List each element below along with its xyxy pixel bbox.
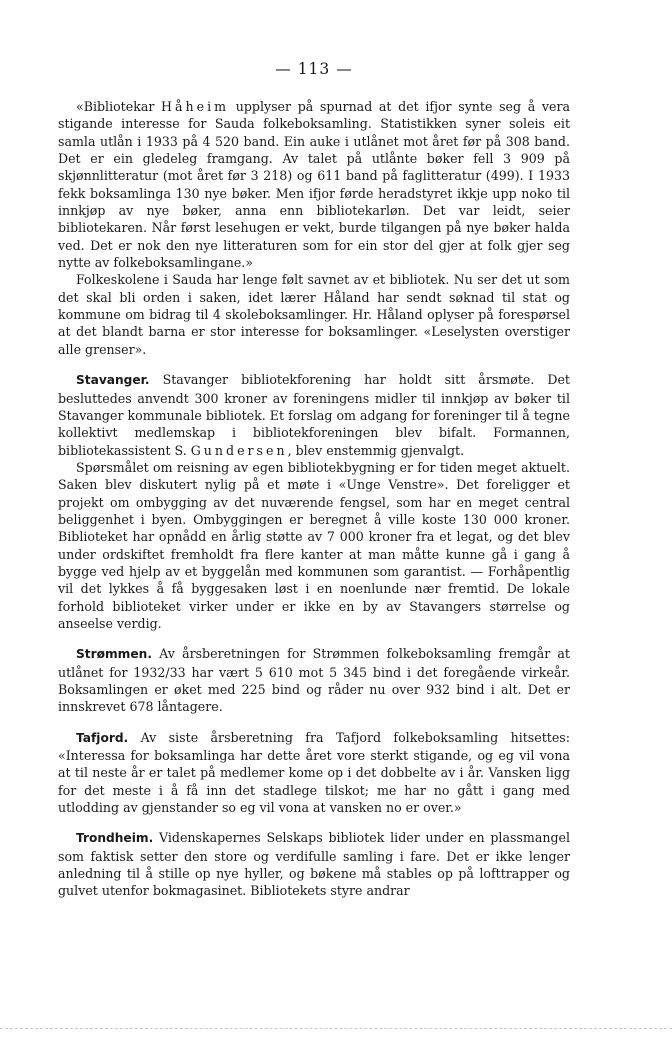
tafjord-heading: Tafjord. [76,730,129,745]
tafjord-text: Av siste årsberetning fra Tafjord folkeboksamling hitsettes: «Interessa for boksamlinga har dette året vore sterkt stigande, og eg vil vona at til neste år er talet på medlemer kome op i det dobbelte av i år. Vansken ligg for det meste i å få inn det stadlege tilskot; me har no gått i gang med utlodding av gjenstander so eg vil vona at vansken no er over.» [58,729,570,816]
sauda-paragraph-2: Folkeskolene i Sauda har lenge følt savnet av et bibliotek. Nu ser det ut som det skal bli orden i saken, idet lærer Håland har sendt søknad til stat og kommune om bidrag til 4 skoleboksamlinger. Hr. Håland oplyser på forespørsel at det blandt barna er stor interesse for boksamlinger. «Leselysten overstiger alle grenser». [58,272,570,357]
sauda-p1-name: Håheim [161,99,230,114]
stavanger-p1-text-b: , blev enstemmig gjenvalgt. [287,442,465,458]
sauda-p1-text-a: «Bibliotekar [76,99,162,114]
trondheim-heading: Trondheim. [76,831,154,846]
strommen-paragraph [58,645,570,715]
stavanger-p1-text-a: Stavanger bibliotekforening har holdt sitt årsmøte. Det besluttedes anvendt 300 kroner av foreningens midler til innkjøp av bøker til Stavanger kommunale bibliotek. Et forslag om adgang for foreninger til å tegne kollektivt medlemskap i bibliotekforeningen blev bifalt. Formannen, bibliotekassistent S. [58,372,570,458]
tafjord-paragraph [58,729,570,817]
stavanger-p1-name: Gundersen [190,442,288,458]
sauda-p1-text-b: upplyser på spurnad at det ifjor synte seg å vera stigande interesse for Sauda folkeboksamling. Statistikken syner soleis eit samla utlån i 1933 på 4 520 band. Ein auke i utlånet mot året før på 308 band. Det er ein gledeleg framgang. Av talet på utlånte bøker fell 3 909 på skjønnlitteratur (mot året før 3 218) og 611 band på faglitteratur (499). I 1933 fekk boksamlinga 130 nye bøker. Men ifjor førde heradstyret ikkje upp noko til innkjøp av nye bøker, anna enn bibliotekarløn. Det var leidt, seier bibliotekaren. Når først lesehugen er vekt, burde tilgangen på nye bøker halda ved. Det er nok den nye litteraturen som for ein stor del gjer at folk gjer seg nytte av folkeboksamlingane.» [58,99,570,271]
stavanger-heading: Stavanger. [76,373,150,388]
sauda-paragraph-1 [58,98,570,271]
page-bottom-edge-divider [0,1028,672,1029]
strommen-text: Av årsberetningen for Strømmen folkeboksamling fremgår at utlånet for 1932/33 har vært 5 610 mot 5 345 bind i det foregående virkeår. Boksamlingen er øket med 225 bind og råder nu over 932 bind i alt. Det er innskrevet 678 låntagere. [58,646,570,715]
strommen-heading: Strømmen. [76,647,152,662]
page-number: — 113 — [275,60,353,78]
stavanger-paragraph-2: Spørsmålet om reisning av egen bibliotekbygning er for tiden meget aktuelt. Saken blev diskutert nylig på et møte i «Unge Venstre». Det foreligger et projekt om ombygging av det nuværende fengsel, som har en meget central beliggenhet i byen. Ombyggingen er beregnet å ville koste 130 000 kroner. Biblioteket har opnådd en årlig støtte av 7 000 kroner fra et legat, og det blev under ordskiftet fremholdt fra flere kanter at man måtte kunne gå i gang å bygge ved hjelp av et byggelån med kommunen som garantist. — Forhåpentlig vil det lykkes å få byggesaken løst i en noenlunde nær fremtid. De lokale forhold biblioteket virker under er ikke en by av Stavangers størrelse og anseelse verdig. [58,459,570,631]
stavanger-paragraph-1 [58,371,570,459]
trondheim-paragraph [58,829,570,899]
document-page [58,60,570,900]
trondheim-text: Videnskapernes Selskaps bibliotek lider under en plassmangel som faktisk setter den store og verdifulle samling i fare. Det er ikke lenger anledning til å stille op nye hyller, og bøkene må stables op på lofttrapper og gulvet utenfor bokmagasinet. Bibliotekets styre andrar [58,830,570,899]
